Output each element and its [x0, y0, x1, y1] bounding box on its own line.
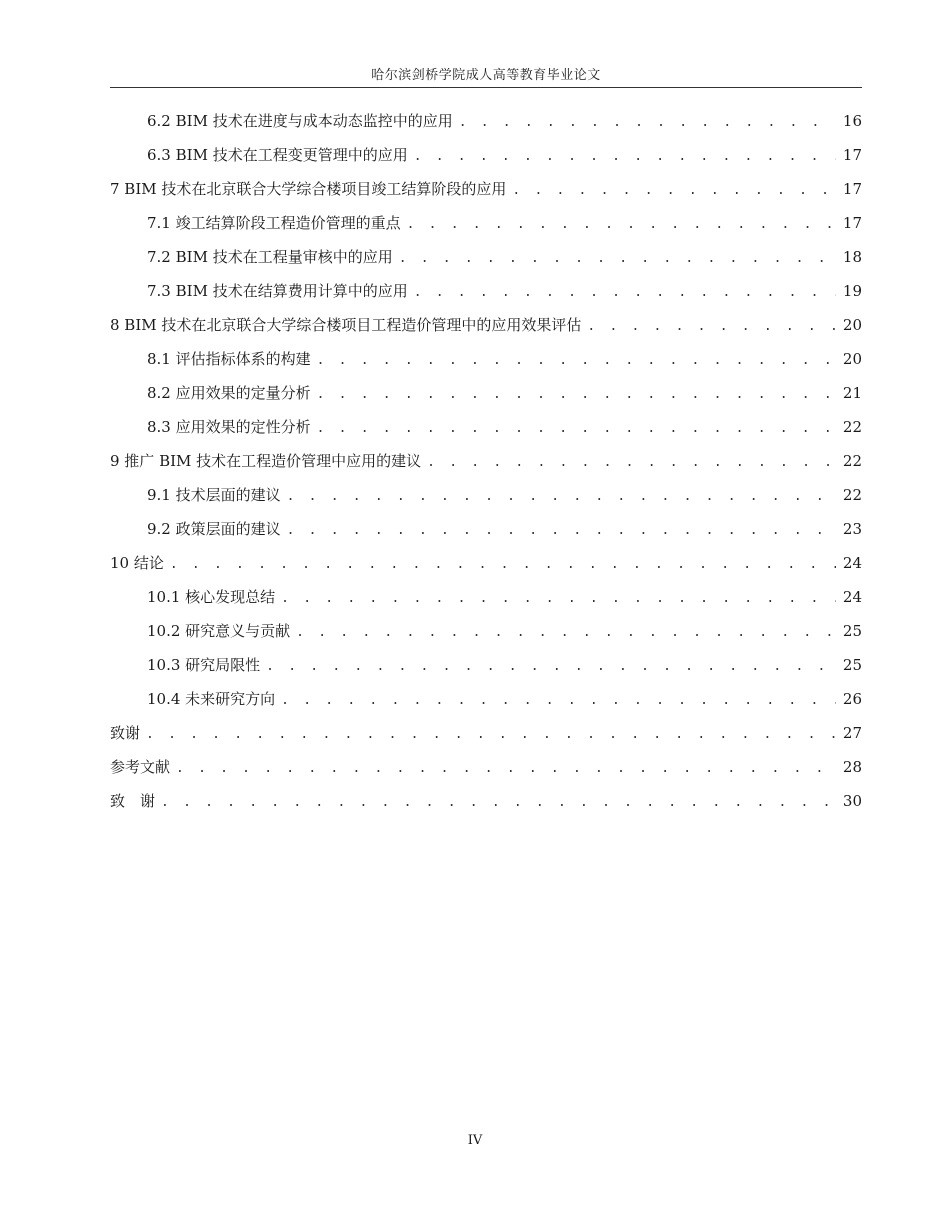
toc-dot-leader	[266, 650, 836, 682]
toc-entry-label: 10.3 研究局限性	[147, 656, 261, 674]
toc-dot-leader	[296, 616, 836, 648]
toc-entry[interactable]	[110, 410, 862, 444]
toc-dot-leader	[317, 412, 836, 444]
toc-entry[interactable]	[110, 240, 862, 274]
toc-entry-page: 22	[842, 452, 862, 470]
toc-dot-leader	[176, 752, 836, 784]
toc-entry-page: 19	[842, 282, 862, 300]
toc-dot-leader	[427, 446, 836, 478]
toc-entry-page: 24	[842, 588, 862, 606]
toc-dot-leader	[146, 718, 836, 750]
toc-dot-leader	[399, 242, 836, 274]
toc-entry[interactable]	[110, 172, 862, 206]
toc-entry-label: 7.3 BIM 技术在结算费用计算中的应用	[147, 282, 408, 300]
toc-entry[interactable]	[110, 750, 862, 784]
toc-entry-page: 18	[842, 248, 862, 266]
toc-entry[interactable]	[110, 648, 862, 682]
toc-dot-leader	[587, 310, 836, 342]
toc-entry-label: 9 推广 BIM 技术在工程造价管理中应用的建议	[110, 452, 422, 470]
toc-entry-page: 26	[842, 690, 862, 708]
toc-entry[interactable]	[110, 376, 862, 410]
toc-entry-page: 16	[842, 112, 862, 130]
page-number: IV	[467, 1133, 483, 1148]
toc-entry-label: 7 BIM 技术在北京联合大学综合楼项目竣工结算阶段的应用	[110, 180, 507, 198]
toc-entry-page: 22	[842, 486, 862, 504]
toc-entry-page: 22	[842, 418, 862, 436]
toc-dot-leader	[407, 208, 836, 240]
toc-entry-label: 6.3 BIM 技术在工程变更管理中的应用	[147, 146, 408, 164]
toc-entry[interactable]	[110, 614, 862, 648]
toc-entry-page: 25	[842, 622, 862, 640]
toc-entry[interactable]	[110, 546, 862, 580]
toc-entry[interactable]	[110, 512, 862, 546]
toc-entry[interactable]	[110, 104, 862, 138]
toc-entry-page: 17	[842, 146, 862, 164]
toc-dot-leader	[281, 684, 836, 716]
toc-entry-label: 9.1 技术层面的建议	[147, 486, 281, 504]
toc-dot-leader	[459, 106, 836, 138]
toc-entry[interactable]	[110, 682, 862, 716]
toc-entry-label: 7.2 BIM 技术在工程量审核中的应用	[147, 248, 393, 266]
toc-entry-label: 10.4 未来研究方向	[147, 690, 276, 708]
toc-entry-label: 6.2 BIM 技术在进度与成本动态监控中的应用	[147, 112, 453, 130]
toc-entry[interactable]	[110, 580, 862, 614]
toc-dot-leader	[161, 786, 836, 818]
toc-entry[interactable]	[110, 444, 862, 478]
toc-entry-page: 24	[842, 554, 862, 572]
toc-entry[interactable]	[110, 342, 862, 376]
toc-dot-leader	[281, 582, 836, 614]
toc-entry-page: 30	[842, 792, 862, 810]
toc-dot-leader	[512, 174, 836, 206]
toc-entry-page: 20	[842, 316, 862, 334]
toc-entry-page: 25	[842, 656, 862, 674]
toc-entry-label: 8.2 应用效果的定量分析	[147, 384, 311, 402]
toc-entry-label: 参考文献	[110, 758, 171, 776]
toc-entry-page: 21	[842, 384, 862, 402]
toc-entry-label: 9.2 政策层面的建议	[147, 520, 281, 538]
toc-entry-page: 17	[842, 180, 862, 198]
toc-entry-page: 27	[842, 724, 862, 742]
table-of-contents	[110, 104, 862, 818]
toc-entry-label: 8 BIM 技术在北京联合大学综合楼项目工程造价管理中的应用效果评估	[110, 316, 582, 334]
toc-entry[interactable]	[110, 784, 862, 818]
toc-entry-page: 20	[842, 350, 862, 368]
toc-entry[interactable]	[110, 716, 862, 750]
toc-entry-label: 10.2 研究意义与贡献	[147, 622, 291, 640]
toc-dot-leader	[414, 276, 836, 308]
toc-entry-label: 致谢	[110, 724, 141, 742]
toc-entry[interactable]	[110, 478, 862, 512]
toc-entry-label: 致 谢	[110, 792, 156, 810]
toc-entry-page: 28	[842, 758, 862, 776]
toc-entry-label: 10 结论	[110, 554, 164, 572]
toc-dot-leader	[414, 140, 836, 172]
page-header: 哈尔滨剑桥学院成人高等教育毕业论文	[371, 68, 601, 83]
toc-dot-leader	[287, 514, 836, 546]
toc-entry-label: 8.3 应用效果的定性分析	[147, 418, 311, 436]
header-rule	[110, 87, 862, 88]
toc-dot-leader	[317, 378, 836, 410]
toc-entry-label: 8.1 评估指标体系的构建	[147, 350, 311, 368]
toc-entry[interactable]	[110, 206, 862, 240]
toc-dot-leader	[287, 480, 836, 512]
toc-entry-page: 23	[842, 520, 862, 538]
toc-entry[interactable]	[110, 138, 862, 172]
toc-dot-leader	[170, 548, 836, 580]
toc-entry[interactable]	[110, 274, 862, 308]
toc-entry-label: 7.1 竣工结算阶段工程造价管理的重点	[147, 214, 401, 232]
toc-entry-label: 10.1 核心发现总结	[147, 588, 276, 606]
toc-dot-leader	[317, 344, 836, 376]
toc-entry[interactable]	[110, 308, 862, 342]
toc-entry-page: 17	[842, 214, 862, 232]
